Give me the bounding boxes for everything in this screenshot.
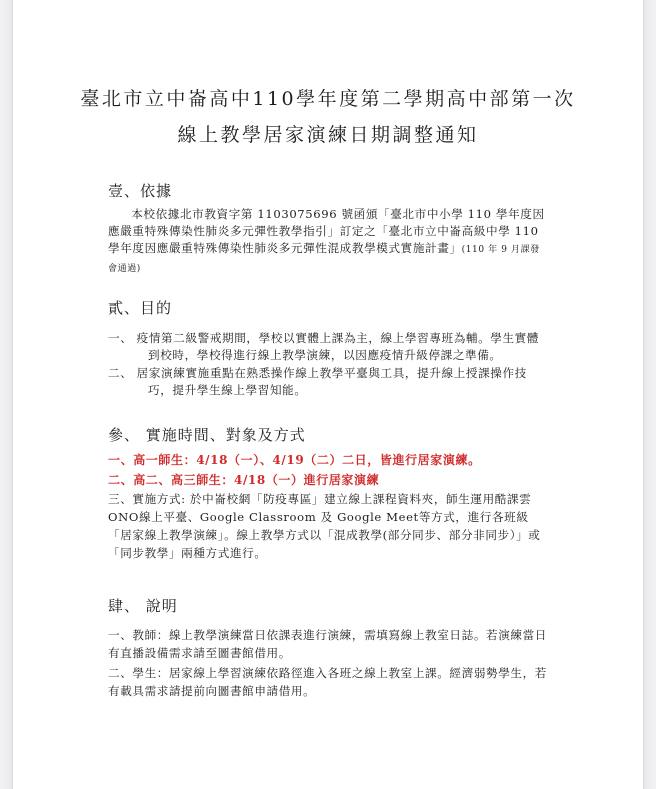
section-4-item-1: 一、教師：線上教學演練當日依課表進行演練，需填寫線上教室日誌。若演練當日有直播設備需求請至圖書館借用。 bbox=[108, 628, 547, 660]
section-1-body-note: (110 年 9 月課發會通過) bbox=[108, 245, 540, 274]
document-page bbox=[13, 0, 643, 789]
section-1-body-main: 本校依據北市教資字第 1103075696 號函頒「臺北市中小學 110 學年度因應嚴重特殊傳染性肺炎多元彈性教學指引」訂定之「臺北市立中崙高級中學 110 學年度因應嚴重特殊傳染性肺炎多元彈性混成教學模式實施計畫」 bbox=[108, 207, 545, 255]
section-1-heading: 壹、依據 bbox=[108, 182, 173, 200]
document-title-line2: 線上教學居家演練日期調整通知 bbox=[177, 124, 479, 146]
section-3-highlight-2: 二、高二、高三師生：4/18（一）進行居家演練 bbox=[108, 473, 380, 487]
section-3-highlight-1: 一、高一師生：4/18（一）、4/19（二）二日，皆進行居家演練。 bbox=[108, 453, 481, 467]
section-2-item-2: 二、 居家演練實施重點在熟悉操作線上教學平臺與工具，提升線上授課操作技巧，提升學生線上學習知能。 bbox=[108, 366, 527, 397]
page-margin-left bbox=[0, 0, 13, 789]
section-1-body bbox=[108, 206, 548, 278]
page-margin-right bbox=[643, 0, 656, 789]
document-title-line1: 臺北市立中崙高中110學年度第二學期高中部第一次 bbox=[80, 88, 576, 110]
section-2-item-1: 一、 疫情第二級警戒期間，學校以實體上課為主，線上學習專班為輔。學生實體到校時，學校得進行線上教學演練，以因應疫情升級停課之準備。 bbox=[108, 331, 540, 362]
section-4-heading: 肆、 說明 bbox=[108, 597, 178, 615]
section-3-heading: 參、 實施時間、對象及方式 bbox=[108, 426, 306, 444]
section-4-item-2: 二、學生：居家線上學習演練依路徑進入各班之線上教室上課。經濟弱勢學生，若有載具需求請提前向圖書館申請借用。 bbox=[108, 666, 547, 698]
section-2-heading: 貳、目的 bbox=[108, 299, 173, 317]
section-3-method: 三、實施方式: 於中崙校網「防疫專區」建立線上課程資料夾，師生運用酷課雲ONO線上平臺、Google Classroom 及 Google Meet等方式，進行各班級「居家線上教學演練」。線上教學方式以「混成教學(部分同步、部分非同步）」或「同步教學」兩種方式進行。 bbox=[108, 492, 541, 560]
